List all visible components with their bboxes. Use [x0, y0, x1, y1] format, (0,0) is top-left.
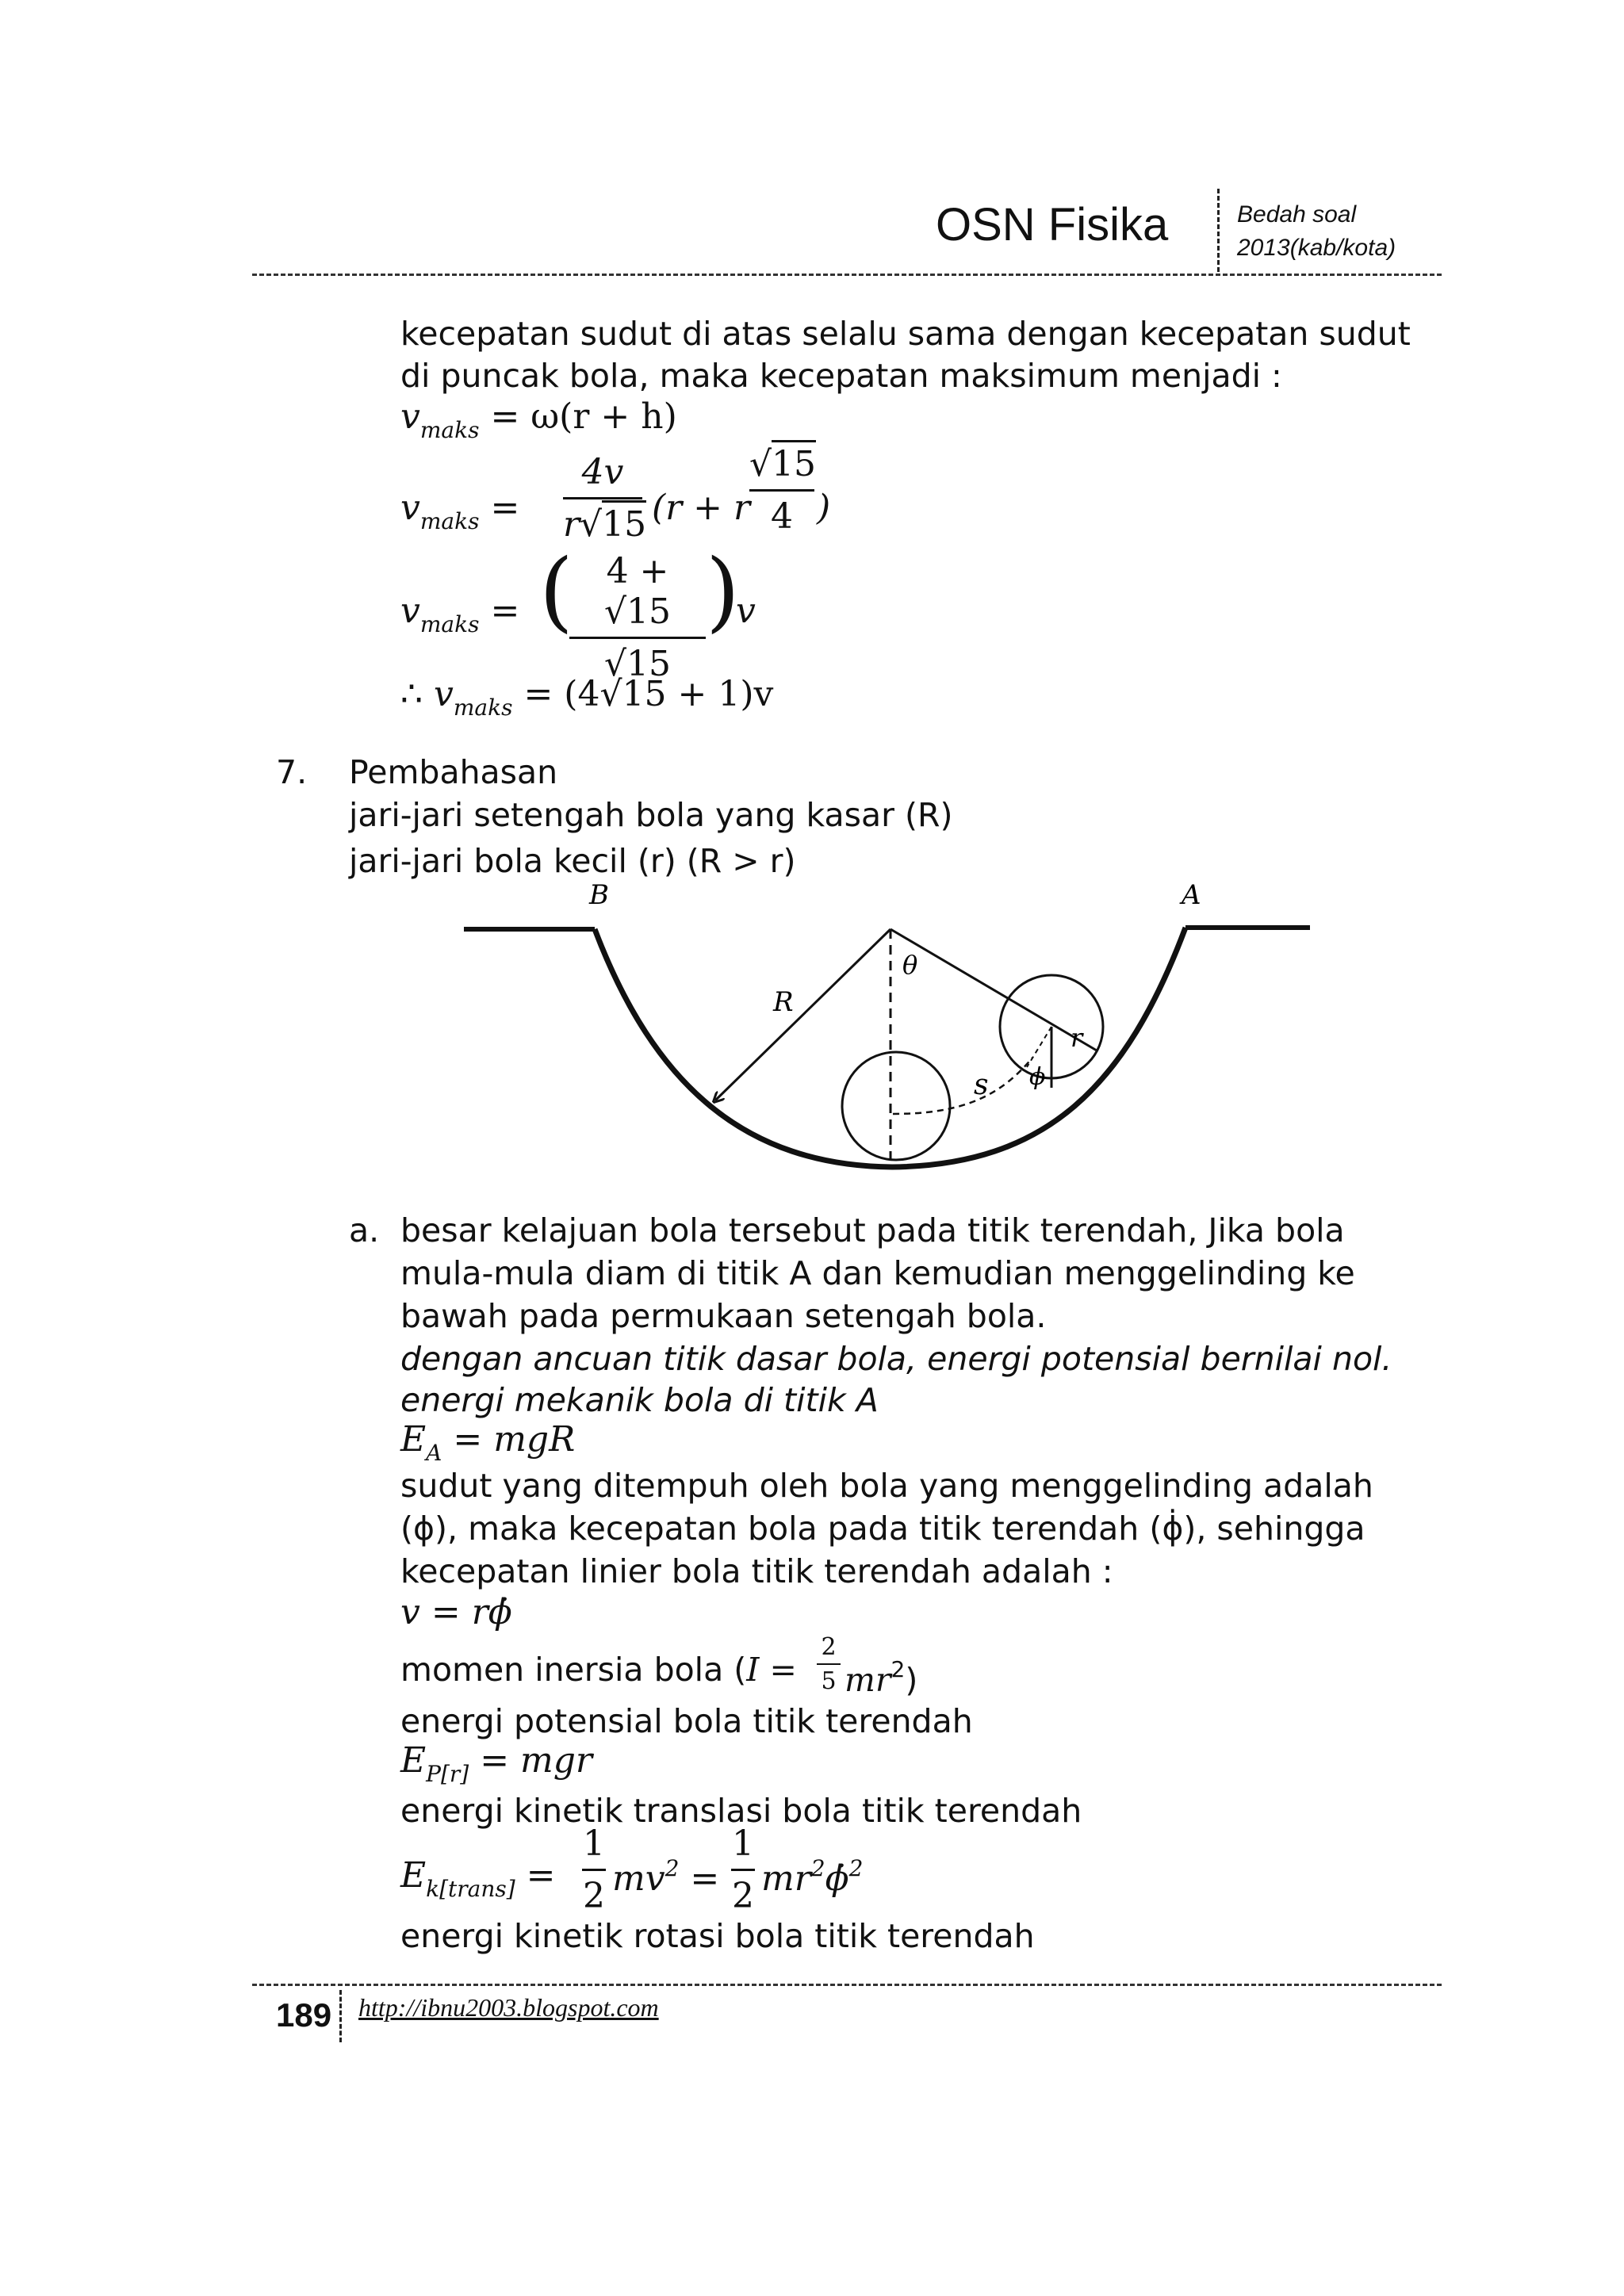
part-a-question-1: besar kelajuan bola tersebut pada titik terendah, Jika bola	[400, 1211, 1345, 1249]
EK-mv2: $mv^2$ =	[612, 1855, 720, 1899]
part-a-text-2: (ϕ), maka kecepatan bola pada titik terendah (ϕ̇), sehingga	[400, 1510, 1365, 1548]
part-a-text-3: kecepatan linier bola titik terendah adalah :	[400, 1552, 1113, 1590]
part-a-inertia-line: momen inersia bola (I =	[400, 1651, 797, 1689]
ball-bottom	[842, 1052, 950, 1160]
label-A: A	[1182, 880, 1201, 911]
label-theta: θ	[902, 950, 918, 980]
equation-vmax-2-close: )	[817, 488, 831, 528]
part-a-question-2: mula-mula diam di titik A dan kemudian menggelinding ke	[400, 1254, 1355, 1292]
header-rule	[252, 274, 1442, 276]
EK-half-1: 1 2	[583, 1823, 605, 1916]
section-number: 7.	[276, 753, 308, 791]
equation-vmax-1: $v_{maks} = \omega(r + h)$	[400, 396, 677, 443]
label-B: B	[589, 880, 609, 911]
header-subtitle-2: 2013(kab/kota)	[1237, 235, 1396, 261]
inertia-fraction: 2 5	[817, 1633, 841, 1695]
equation-vmax-2-lhs: $v_{maks}$ =	[400, 488, 520, 534]
part-a-text-6: energi kinetik translasi bola titik terendah	[400, 1792, 1082, 1830]
part-a-note-2: energi mekanik bola di titik A	[400, 1381, 879, 1419]
header-title: OSN Fisika	[936, 199, 1169, 251]
footer-divider	[339, 1990, 342, 2042]
part-a-text-7: energi kinetik rotasi bola titik terendah	[400, 1917, 1035, 1955]
footer-blog-link[interactable]: http://ibnu2003.blogspot.com	[358, 1993, 659, 2022]
intro-line-1: kecepatan sudut di atas selalu sama dengan kecepatan sudut	[400, 315, 1411, 353]
label-s: s	[974, 1069, 989, 1101]
radius-to-ball-line	[891, 929, 1097, 1050]
EK-half-2: 1 2	[732, 1823, 754, 1916]
equation-vmax-3-fraction: 4 + √15 √15	[569, 551, 706, 684]
hemisphere-diagram	[444, 880, 1324, 1181]
equation-EK-lhs: $E_{k[trans]}$ =	[400, 1855, 556, 1902]
section-line-2: jari-jari bola kecil (r) (R > r)	[349, 842, 796, 880]
arc-s-path	[893, 1058, 1032, 1114]
equation-vmax-3-lparen: (	[539, 540, 573, 641]
ball-phi-line	[1027, 1027, 1051, 1067]
label-r: r	[1071, 1023, 1083, 1053]
equation-vmax-2-mid: (r + r	[652, 488, 751, 528]
section-heading: Pembahasan	[349, 753, 558, 791]
label-phi: ϕ	[1029, 1063, 1046, 1091]
label-R: R	[773, 986, 794, 1018]
equation-vmax-2-inner-fraction: √15 4	[749, 444, 814, 537]
section-line-1: jari-jari setengah bola yang kasar (R)	[349, 796, 953, 834]
header-subtitle-1: Bedah soal	[1237, 201, 1357, 228]
equation-EA: $E_A$ = mgR	[400, 1419, 576, 1466]
part-a-marker: a.	[349, 1211, 380, 1249]
equation-vmax-3-rparen: )	[706, 540, 740, 641]
intro-line-2: di puncak bola, maka kecepatan maksimum menjadi :	[400, 357, 1282, 395]
part-a-question-3: bawah pada permukaan setengah bola.	[400, 1297, 1047, 1335]
equation-vmax-3-lhs: $v_{maks}$ =	[400, 591, 520, 637]
inertia-mr2: $mr^2$)	[845, 1656, 918, 1699]
part-a-text-5: energi potensial bola titik terendah	[400, 1702, 973, 1740]
equation-EP: $E_{P[r]}$ = mgr	[400, 1740, 592, 1787]
part-a-text-1: sudut yang ditempuh oleh bola yang menggelinding adalah	[400, 1467, 1373, 1505]
equation-v-r-phi: v = rϕ̇	[400, 1592, 512, 1632]
EK-mr2phi2: $mr^2\phi̇^2$	[761, 1855, 864, 1899]
equation-vmax-2-fraction: 4v r√15	[563, 452, 647, 545]
radius-R-arrow	[715, 929, 891, 1100]
footer-rule	[252, 1984, 1442, 1986]
page-number: 189	[276, 1996, 332, 2034]
part-a-note-1: dengan ancuan titik dasar bola, energi potensial bernilai nol.	[400, 1340, 1392, 1378]
equation-vmax-result: ∴ $v_{maks} = (4√15 + 1)v$	[400, 674, 774, 721]
equation-vmax-3-v: v	[736, 591, 756, 631]
header-divider	[1217, 189, 1220, 272]
